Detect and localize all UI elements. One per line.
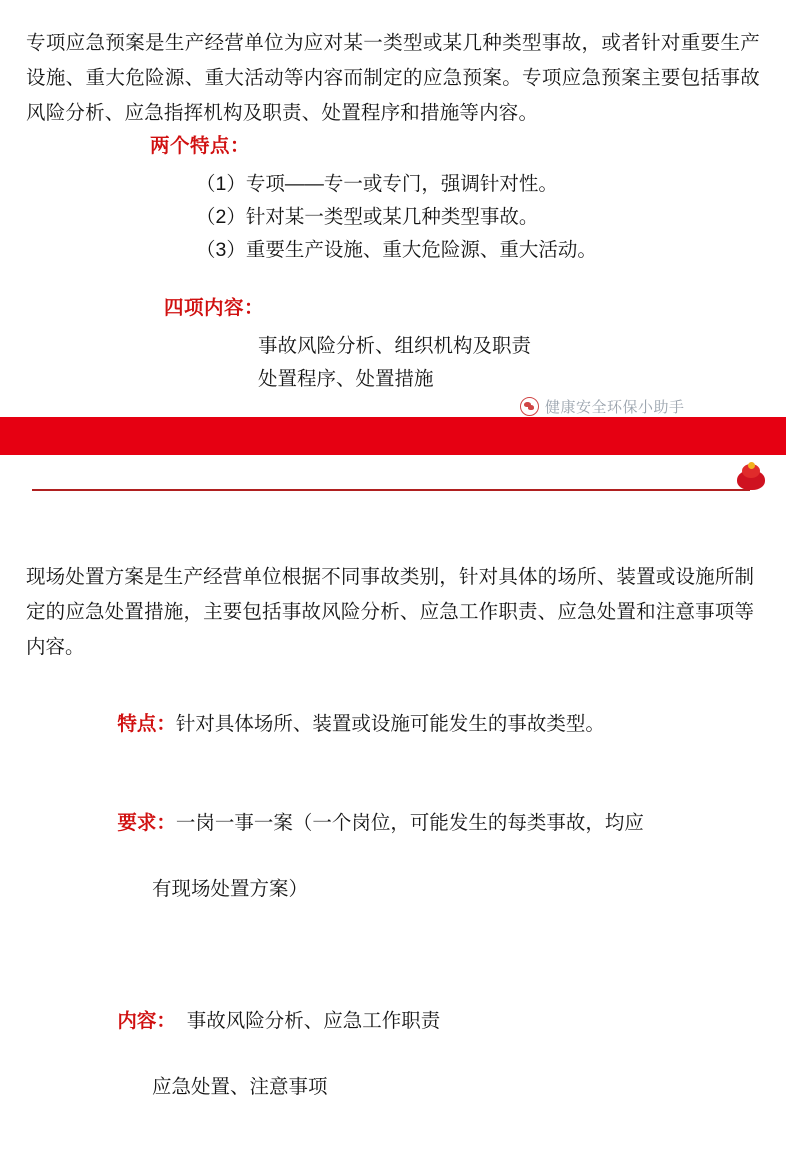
list-item	[74, 774, 764, 972]
row-continuation: 有现场处置方案）	[152, 878, 309, 900]
slide1-feature-list	[196, 168, 756, 267]
slide1-heading-four-contents: 四项内容：	[164, 297, 265, 319]
list-item: （3）重要生产设施、重大危险源、重大活动。	[196, 239, 597, 261]
list-item	[74, 972, 764, 1170]
row-label: 特点：	[117, 713, 176, 735]
list-item: 事故风险分析、组织机构及职责	[258, 335, 532, 357]
row-label: 要求：	[117, 812, 176, 834]
slide1-heading-two-features: 两个特点：	[150, 135, 251, 157]
band-spacer	[0, 455, 786, 467]
horizontal-rule	[32, 489, 750, 491]
slide1-intro-paragraph: 专项应急预案是生产经营单位为应对某一类型或某几种类型事故，或者针对重要生产设施、重大危险源、重大活动等内容而制定的应急预案。专项应急预案主要包括事故风险分析、应急指挥机构及职责、处置程序和措施等内容。	[26, 31, 760, 124]
row-text: 事故风险分析、应急工作职责	[175, 1010, 441, 1032]
slide1-contents-list	[258, 330, 758, 396]
list-item: 处置程序、处置措施	[258, 368, 434, 390]
row-label: 内容：	[117, 1010, 176, 1032]
slide-onsite-plan	[0, 495, 786, 1098]
list-item	[74, 675, 764, 774]
watermark	[520, 396, 685, 417]
slide2-intro-paragraph: 现场处置方案是生产经营单位根据不同事故类别，针对具体的场所、装置或设施所制定的应急处置措施，主要包括事故风险分析、应急工作职责、应急处置和注意事项等内容。	[26, 565, 754, 658]
slide-specialized-plan	[0, 0, 786, 416]
row-continuation: 应急处置、注意事项	[152, 1076, 328, 1098]
row-text: 针对具体场所、装置或设施可能发生的事故类型。	[175, 713, 605, 735]
watermark-label: 健康安全环保小助手	[545, 399, 685, 416]
slide2-detail-rows	[74, 675, 764, 1170]
red-divider-band	[0, 417, 786, 455]
list-item: （2）针对某一类型或某几种类型事故。	[196, 206, 539, 228]
emblem-icon	[734, 462, 768, 496]
wechat-icon	[520, 397, 539, 416]
list-item: （1）专项——专一或专门，强调针对性。	[196, 173, 558, 195]
row-text: 一岗一事一案（一个岗位，可能发生的每类事故，均应	[175, 812, 644, 834]
